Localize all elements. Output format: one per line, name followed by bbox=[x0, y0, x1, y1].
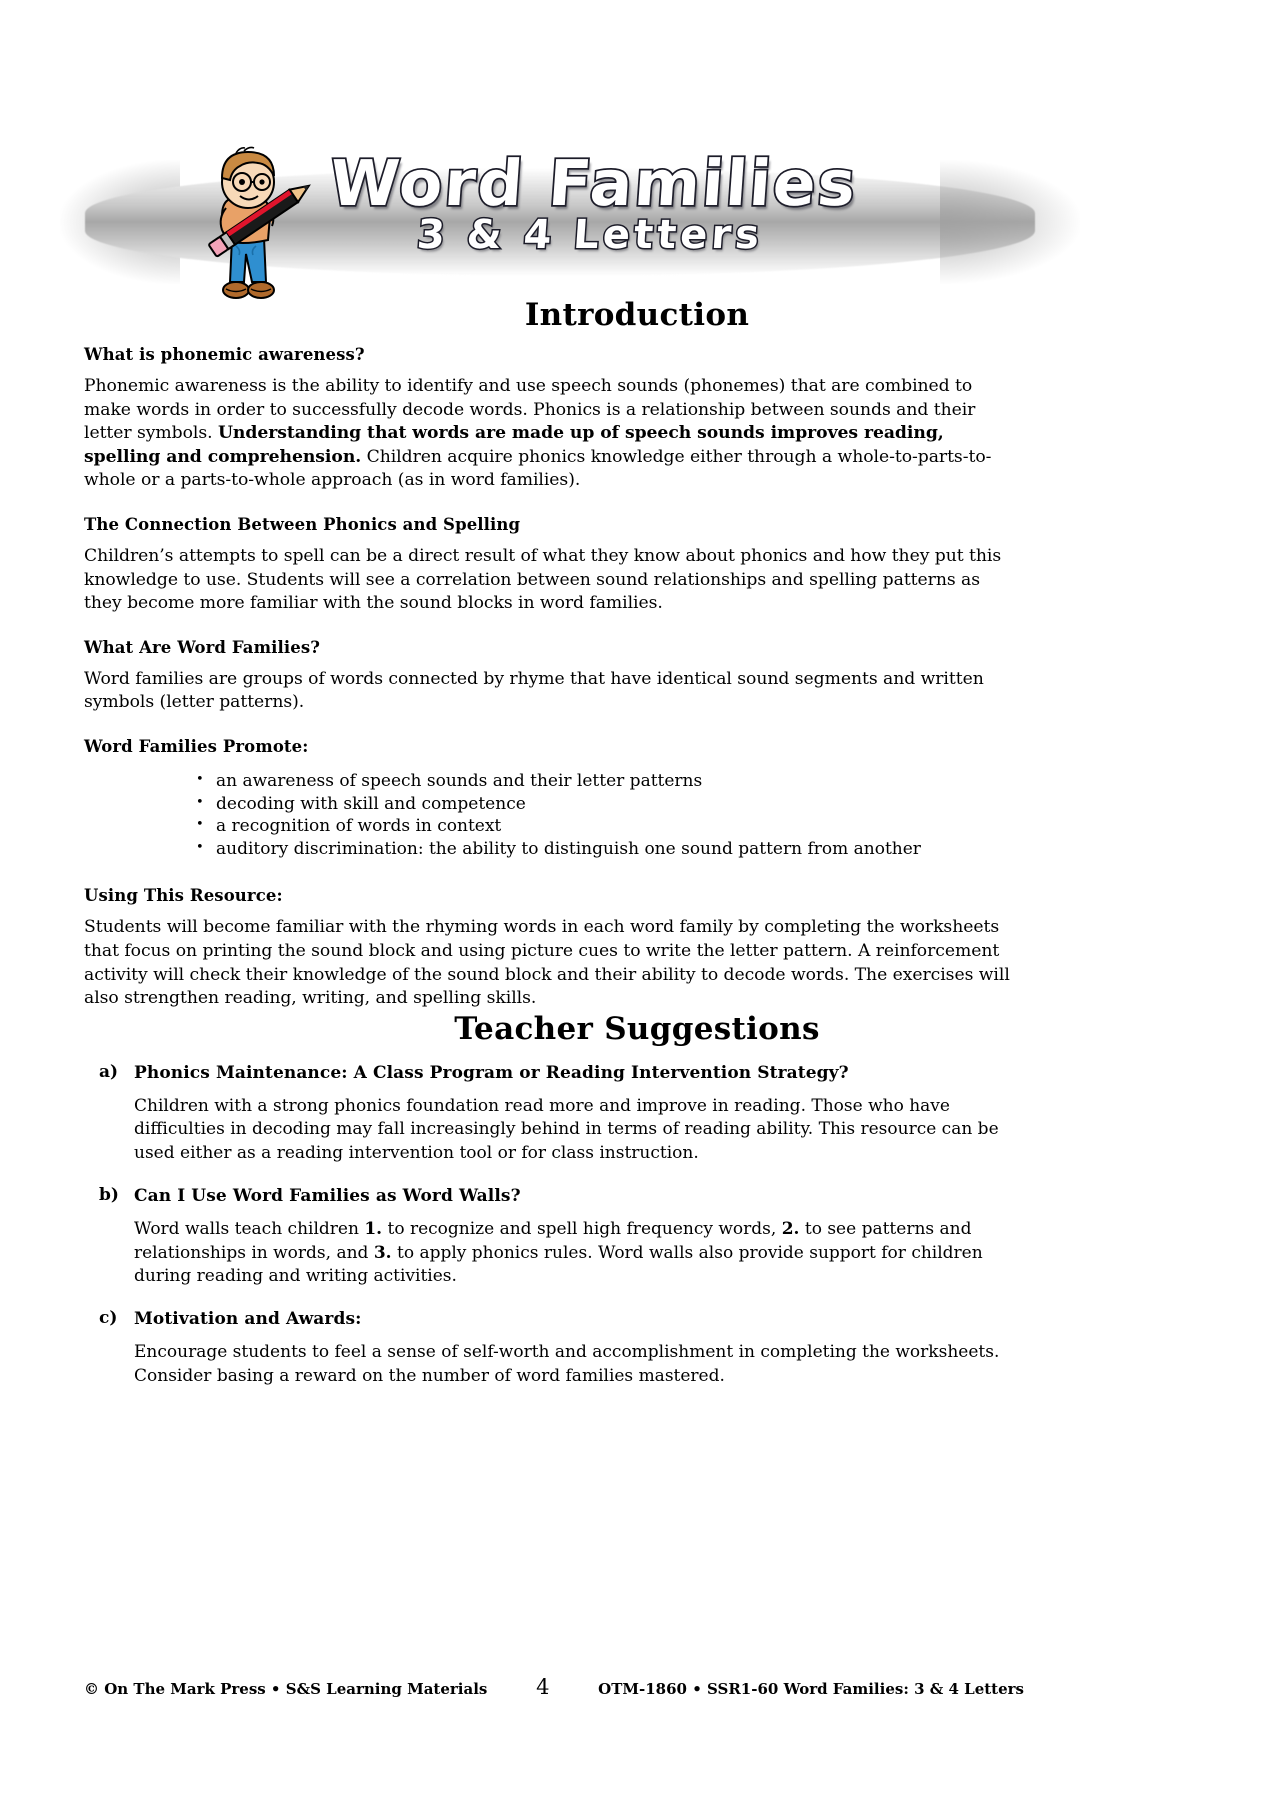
page-footer bbox=[84, 1675, 1024, 1699]
list-item bbox=[192, 838, 1014, 861]
suggestion-body: Children with a strong phonics foundation read more and improve in reading. Those who have difficulties in decoding may fall increasingly behind in terms of reading ability. This resource can be used either as a reading intervention tool or for class instruction. bbox=[134, 1096, 999, 1163]
suggestion-item-b bbox=[84, 1185, 1019, 1288]
section-heading: The Connection Between Phonics and Spelling bbox=[84, 514, 521, 534]
suggestion-item-a bbox=[84, 1062, 1019, 1165]
suggestion-heading: Motivation and Awards: bbox=[134, 1309, 362, 1330]
footer-product-code: OTM-1860 • SSR1-60 Word Families: 3 & 4 Letters bbox=[598, 1680, 1024, 1698]
page-number: 4 bbox=[536, 1675, 550, 1699]
section-using-this-resource bbox=[84, 886, 1014, 1010]
paragraph-part: Phonemic awareness is the ability to identify and use speech sounds (phonemes) that are combined to make words in order to successfully decode words. Phonics is a relationship between sounds and their letter symbols. bbox=[84, 376, 976, 444]
promote-list bbox=[84, 770, 1014, 860]
teacher-suggestions-list bbox=[84, 1062, 1019, 1402]
footer-copyright: © On The Mark Press • S&S Learning Materials bbox=[84, 1680, 488, 1698]
paragraph-part-bold: Understanding that words are made up of speech sounds improves reading, spelling and comprehension. bbox=[84, 423, 944, 467]
boy-with-pencil-icon bbox=[196, 142, 316, 304]
section-heading: What is phonemic awareness? bbox=[84, 345, 365, 364]
list-item bbox=[192, 815, 1014, 838]
promote-heading: Word Families Promote: bbox=[84, 736, 309, 756]
body-part: to apply phonics rules. Word walls also provide support for children during reading and writing activities. bbox=[134, 1242, 983, 1287]
list-item bbox=[192, 770, 1014, 793]
suggestion-heading: Can I Use Word Families as Word Walls? bbox=[134, 1186, 521, 1207]
list-marker: b) bbox=[99, 1185, 119, 1206]
section-what-are-word-families bbox=[84, 638, 1014, 715]
section-word-families-promote bbox=[84, 737, 1014, 860]
section-paragraph: Children’s attempts to spell can be a direct result of what they know about phonics and how they put this knowledge to use. Students will see a correlation between sound relationships and spelling patterns as they become more familiar with the sound blocks in word families. bbox=[84, 545, 1002, 614]
body-part-bold: 1. bbox=[364, 1219, 383, 1240]
section-paragraph: Students will become familiar with the rhyming words in each word family by completing the worksheets that focus on printing the sound block and using picture cues to write the letter pattern. A reinforcement activity will check their knowledge of the sound block and their ability to decode words. The exercises will also strengthen reading, writing, and spelling skills. bbox=[84, 917, 1010, 1009]
section-heading: What Are Word Families? bbox=[84, 637, 321, 657]
list-marker: a) bbox=[99, 1062, 119, 1082]
section-paragraph: Word families are groups of words connected by rhyme that have identical sound segments and written symbols (letter patterns). bbox=[84, 668, 984, 713]
section-phonics-spelling bbox=[84, 515, 1014, 616]
document-subtitle: 3 & 4 Letters bbox=[415, 212, 765, 258]
list-item-label: decoding with skill and competence bbox=[216, 793, 526, 814]
section-phonemic-awareness bbox=[84, 345, 1014, 493]
introduction-body bbox=[84, 345, 1014, 1033]
suggestion-heading: Phonics Maintenance: A Class Program or Reading Intervention Strategy? bbox=[134, 1063, 849, 1083]
teacher-suggestions-heading: Teacher Suggestions bbox=[454, 1011, 820, 1047]
paragraph-part: Children acquire phonics knowledge either through a whole-to-parts-to-whole or a parts-to-whole approach (as in word families). bbox=[84, 446, 992, 491]
suggestion-item-c bbox=[84, 1308, 1019, 1388]
banner-gradient-right bbox=[940, 160, 1080, 284]
list-item-label: auditory discrimination: the ability to distinguish one sound pattern from another bbox=[216, 838, 921, 859]
body-part: to recognize and spell high frequency words, bbox=[382, 1219, 782, 1240]
list-item-label: a recognition of words in context bbox=[216, 816, 502, 837]
list-item-label: an awareness of speech sounds and their letter patterns bbox=[216, 770, 703, 791]
list-item bbox=[192, 793, 1014, 816]
body-part-bold: 3. bbox=[373, 1242, 392, 1263]
list-marker: c) bbox=[99, 1308, 118, 1329]
header-title-block bbox=[327, 147, 860, 258]
section-paragraph bbox=[84, 375, 1014, 493]
document-title: Word Families bbox=[327, 147, 860, 220]
suggestion-body: Encourage students to feel a sense of self-worth and accomplishment in completing the worksheets. Consider basing a reward on the number of word families mastered. bbox=[134, 1342, 1000, 1386]
body-part-bold: 2. bbox=[781, 1219, 800, 1240]
introduction-heading: Introduction bbox=[524, 297, 750, 333]
body-part: to see patterns and relationships in words, and bbox=[134, 1219, 972, 1263]
section-heading: Using This Resource: bbox=[84, 886, 283, 906]
suggestion-body bbox=[134, 1218, 1019, 1288]
body-part: Word walls teach children bbox=[134, 1219, 365, 1240]
